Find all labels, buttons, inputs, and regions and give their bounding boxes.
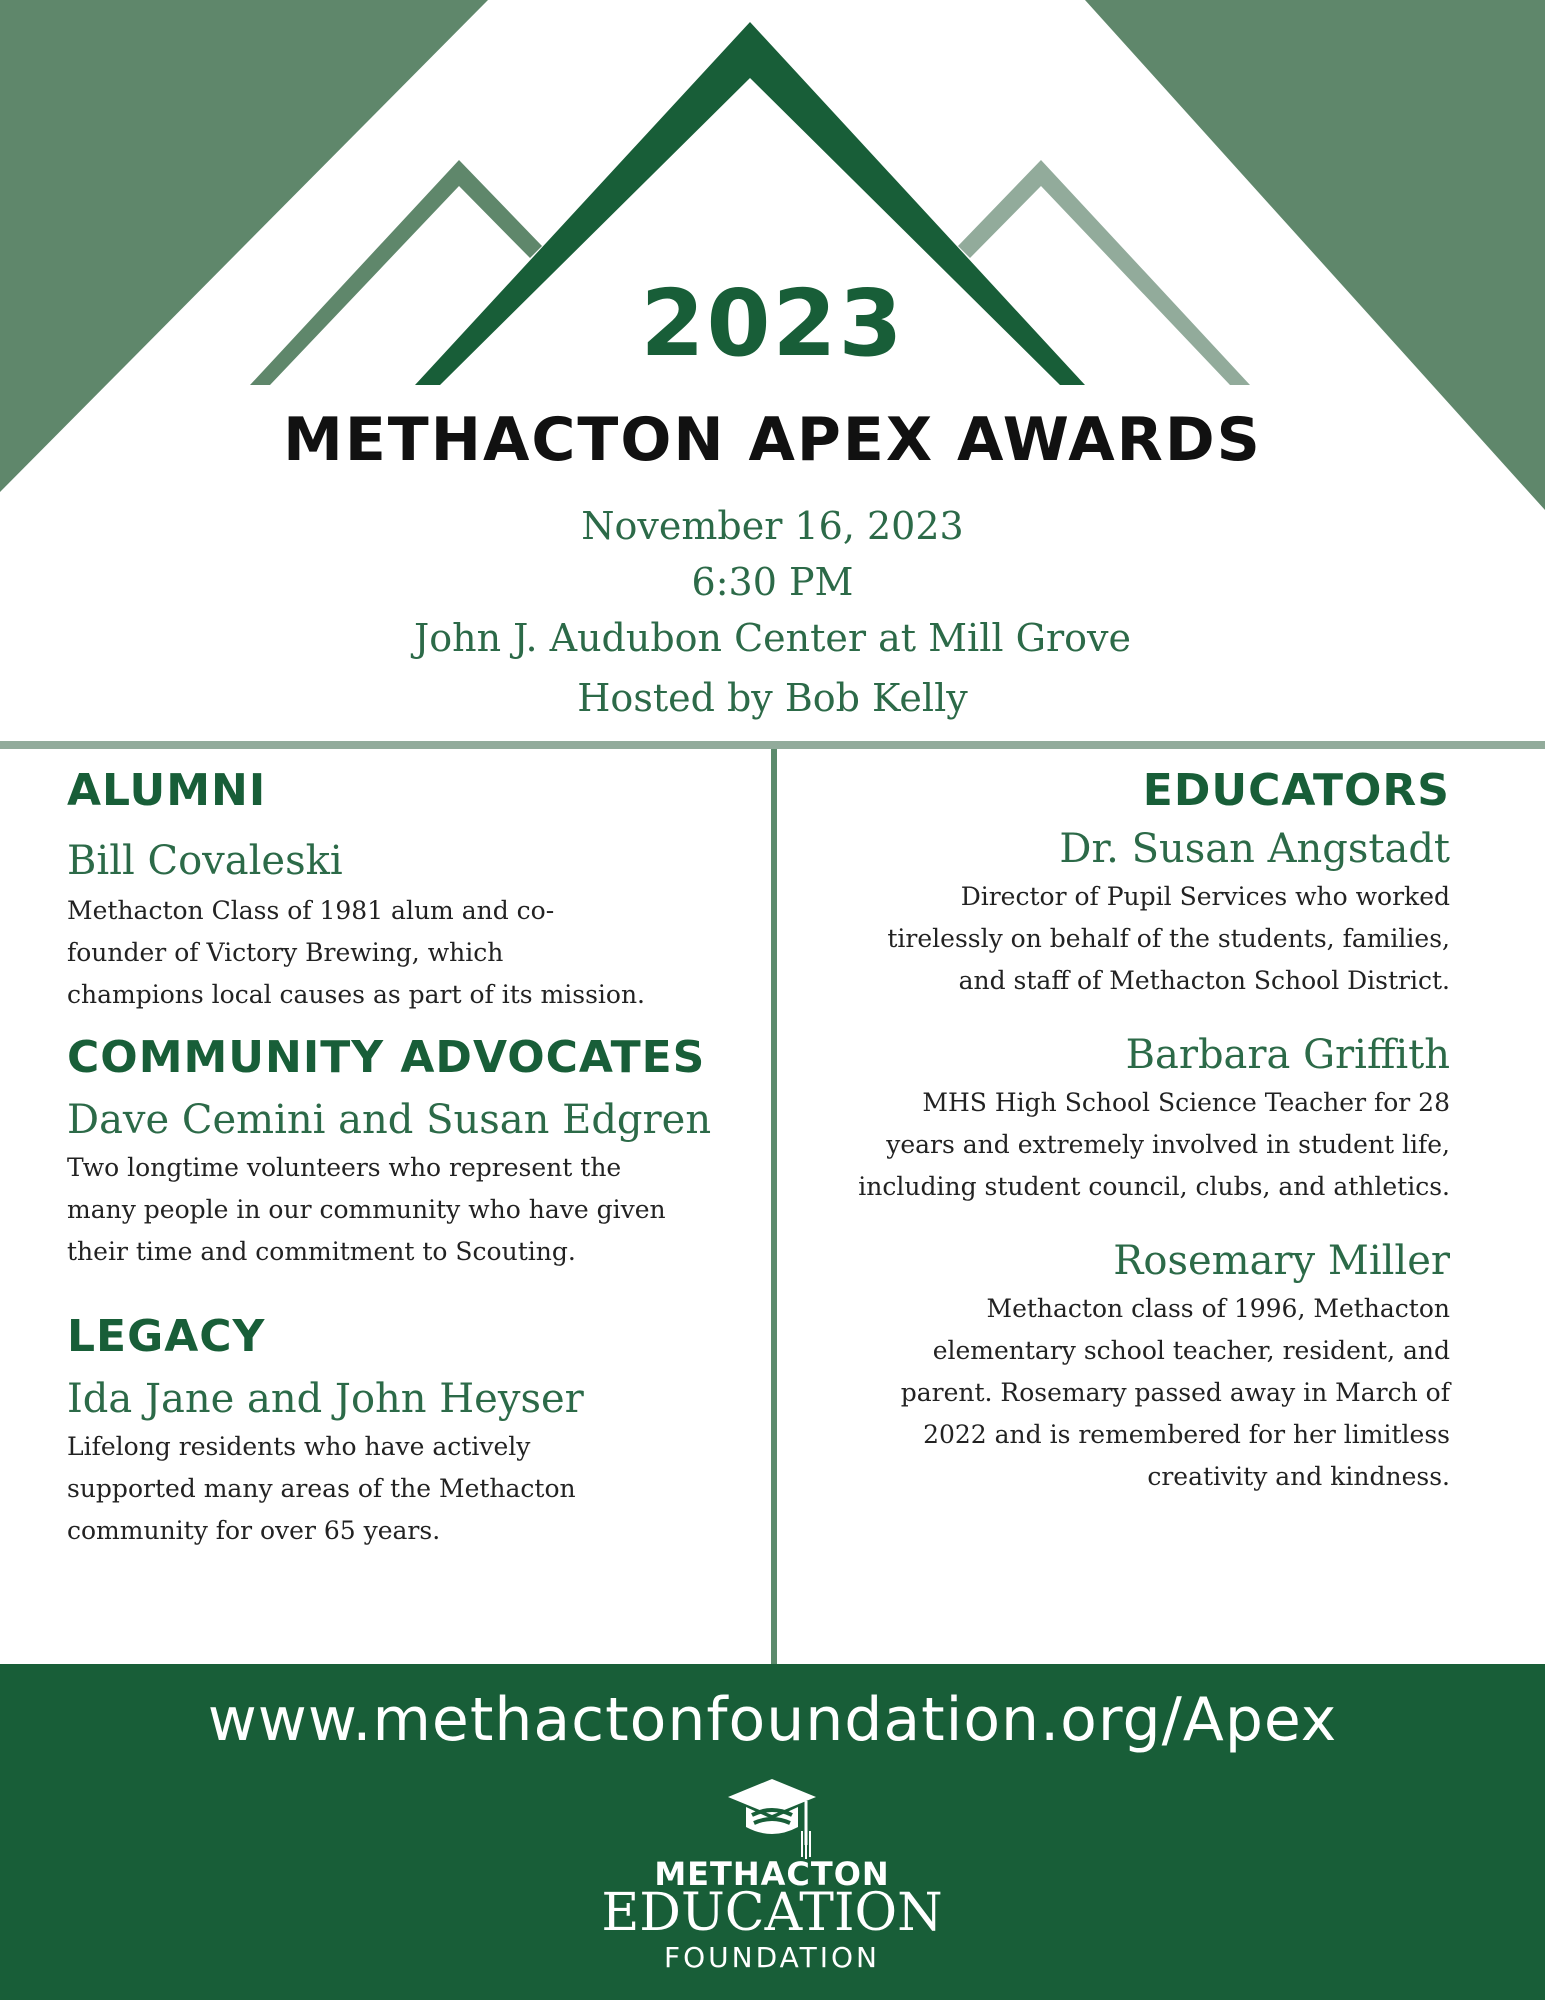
description-line: creativity and kindness. bbox=[1147, 1462, 1450, 1491]
community-honoree-name: Dave Cemini and Susan Edgren bbox=[67, 1097, 712, 1143]
event-year: 2023 bbox=[640, 270, 905, 377]
description-line: Director of Pupil Services who worked bbox=[960, 882, 1450, 911]
description-line: many people in our community who have given bbox=[67, 1195, 666, 1224]
event-date: November 16, 2023 bbox=[581, 504, 964, 548]
educator-description bbox=[780, 1082, 1450, 1208]
description-line: their time and commitment to Scouting. bbox=[67, 1237, 576, 1266]
community-heading: COMMUNITY ADVOCATES bbox=[67, 1032, 706, 1083]
description-line: MHS High School Science Teacher for 28 bbox=[922, 1088, 1450, 1117]
event-host: Hosted by Bob Kelly bbox=[577, 676, 968, 720]
horizontal-divider bbox=[0, 741, 1545, 749]
community-description bbox=[67, 1147, 757, 1273]
description-line: elementary school teacher, resident, and bbox=[932, 1336, 1450, 1365]
educator-description bbox=[780, 1288, 1450, 1498]
description-line: and staff of Methacton School District. bbox=[958, 966, 1450, 995]
description-line: tirelessly on behalf of the students, families, bbox=[887, 924, 1450, 953]
event-info bbox=[0, 498, 1545, 726]
left-column bbox=[67, 765, 757, 1552]
logo-text-education: EDUCATION bbox=[601, 1883, 943, 1943]
description-line: 2022 and is remembered for her limitless bbox=[923, 1420, 1450, 1449]
description-line: Methacton class of 1996, Methacton bbox=[986, 1294, 1450, 1323]
description-line: Lifelong residents who have actively bbox=[67, 1432, 531, 1461]
description-line: Two longtime volunteers who represent the bbox=[67, 1153, 622, 1182]
foundation-logo bbox=[572, 1775, 972, 1975]
description-line: parent. Rosemary passed away in March of bbox=[900, 1378, 1450, 1407]
alumni-heading: ALUMNI bbox=[67, 765, 267, 816]
logo-text-foundation: FOUNDATION bbox=[664, 1941, 880, 1974]
vertical-divider bbox=[771, 749, 777, 1664]
event-title: METHACTON APEX AWARDS bbox=[283, 405, 1262, 475]
description-line: community for over 65 years. bbox=[67, 1516, 441, 1545]
logo-text-methacton: METHACTON bbox=[654, 1855, 890, 1893]
educator-name: Dr. Susan Angstadt bbox=[1059, 826, 1450, 872]
description-line: including student council, clubs, and athletics. bbox=[858, 1172, 1450, 1201]
website-link[interactable]: www.methactonfoundation.org/Apex bbox=[207, 1685, 1338, 1755]
event-time: 6:30 PM bbox=[691, 560, 854, 604]
description-line: founder of Victory Brewing, which bbox=[67, 938, 504, 967]
educator-name: Barbara Griffith bbox=[1125, 1032, 1450, 1078]
description-line: Methacton Class of 1981 alum and co- bbox=[67, 896, 555, 925]
legacy-heading: LEGACY bbox=[67, 1311, 266, 1362]
description-line: years and extremely involved in student life, bbox=[886, 1130, 1450, 1159]
legacy-description bbox=[67, 1426, 757, 1552]
description-line: supported many areas of the Methacton bbox=[67, 1474, 576, 1503]
event-venue: John J. Audubon Center at Mill Grove bbox=[414, 616, 1131, 660]
legacy-honoree-name: Ida Jane and John Heyser bbox=[67, 1376, 584, 1422]
graduation-cap-icon bbox=[722, 1775, 822, 1865]
right-column bbox=[780, 765, 1450, 1498]
educator-description bbox=[780, 876, 1450, 1002]
educator-name: Rosemary Miller bbox=[1113, 1238, 1450, 1284]
description-line: champions local causes as part of its mission. bbox=[67, 980, 646, 1009]
educators-heading: EDUCATORS bbox=[1142, 765, 1450, 816]
alumni-description bbox=[67, 890, 757, 1016]
alumni-honoree-name: Bill Covaleski bbox=[67, 838, 343, 884]
